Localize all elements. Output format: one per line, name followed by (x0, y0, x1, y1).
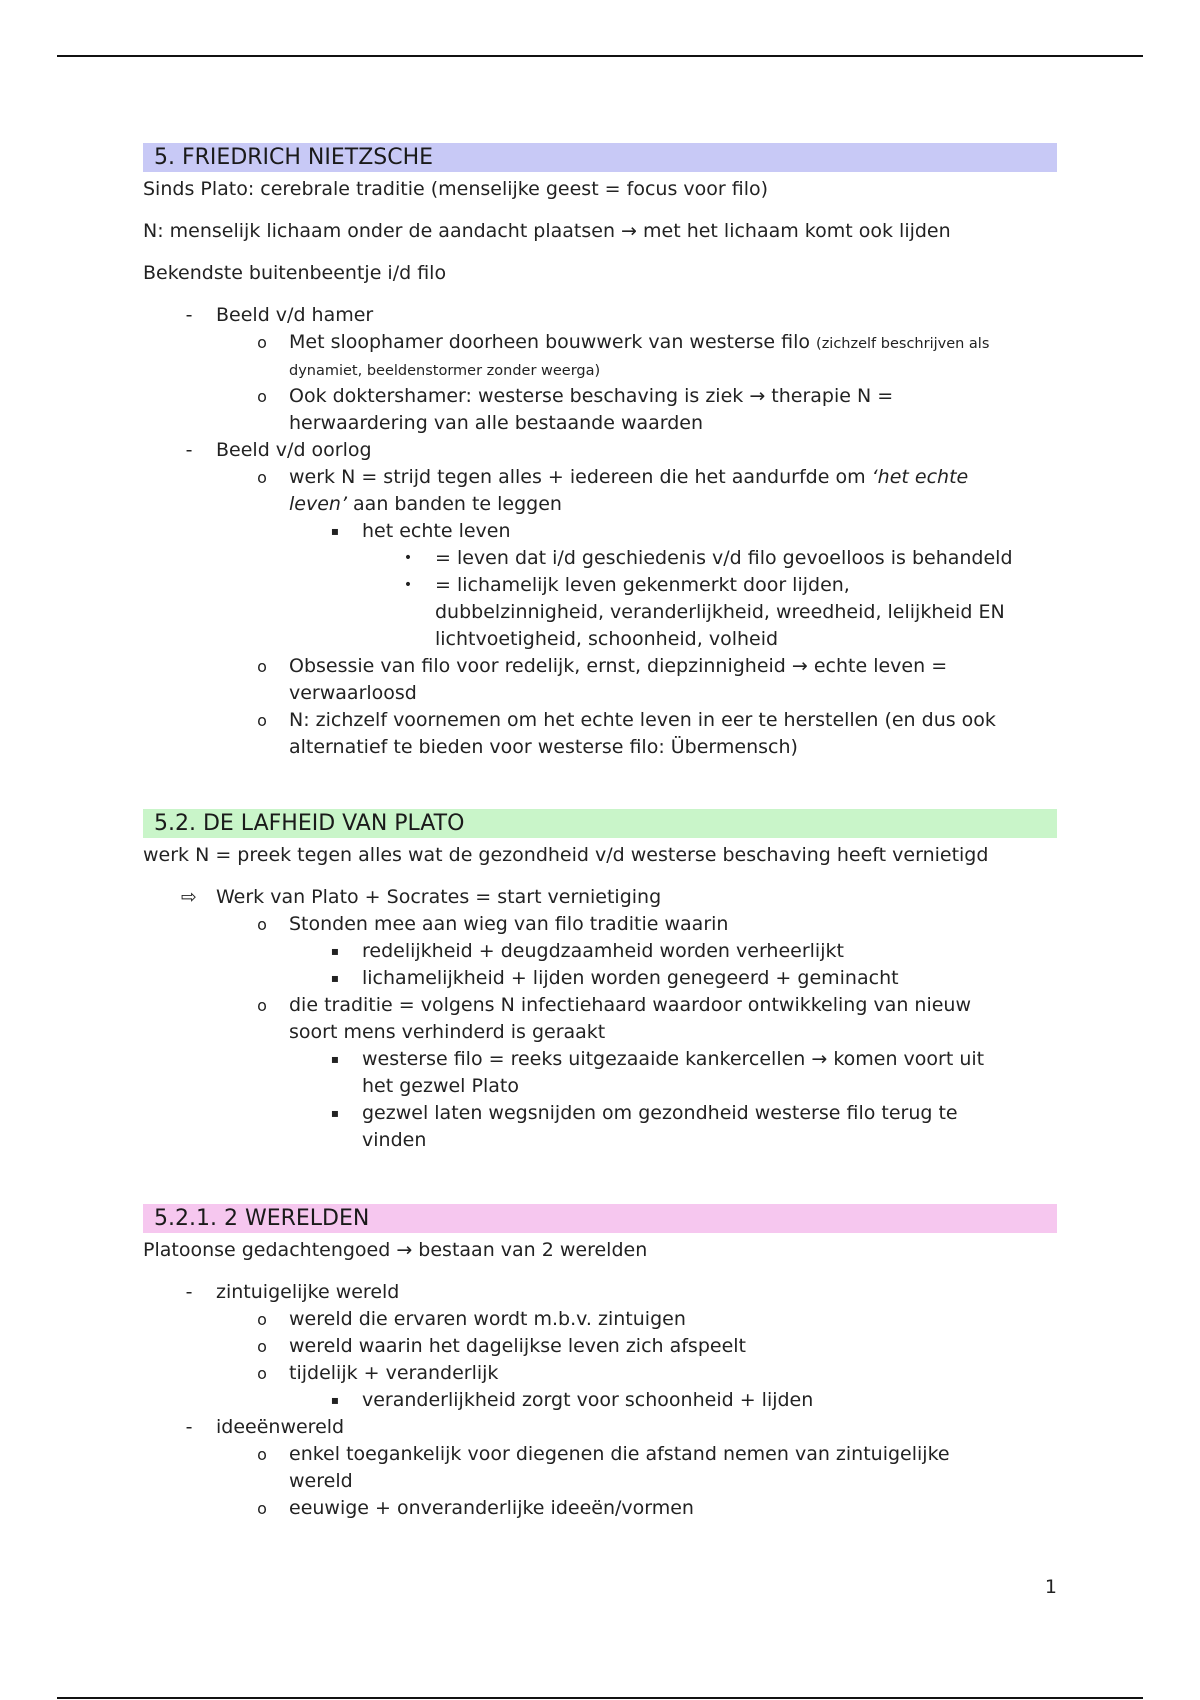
list-item: o eeuwige + onveranderlijke ideeën/vormen (143, 1495, 1057, 1522)
document-page (143, 143, 1057, 1522)
square-marker: ▪ (330, 524, 340, 538)
list-item: ▪ het echte leven (143, 518, 1057, 545)
list-item: ⇨ Werk van Plato + Socrates = start vernietiging (143, 884, 1057, 911)
circle-marker: o (257, 1499, 267, 1518)
square-marker: ▪ (330, 944, 340, 958)
section-heading: 5.2.1. 2 WERELDEN (143, 1204, 1057, 1233)
list-item: o enkel toegankelijk voor diegenen die afstand nemen van zintuigelijke wereld (143, 1441, 1057, 1495)
paragraph: werk N = preek tegen alles wat de gezondheid v/d westerse beschaving heeft vernietigd (143, 844, 989, 866)
dash-marker: - (185, 1281, 193, 1303)
circle-marker: o (257, 387, 267, 406)
section-heading: 5.2. DE LAFHEID VAN PLATO (143, 809, 1057, 838)
list-item: o die traditie = volgens N infectiehaard waardoor ontwikkeling van nieuw soort mens verhinderd is geraakt (143, 992, 1057, 1046)
circle-marker: o (257, 1337, 267, 1356)
paragraph: N: menselijk lichaam onder de aandacht plaatsen → met het lichaam komt ook lijden (143, 220, 951, 242)
bullet-list (143, 1279, 1057, 1522)
list-item: o N: zichzelf voornemen om het echte leven in eer te herstellen (en dus ook alternatief te bieden voor westerse filo: Übermensch) (143, 707, 1057, 761)
arrow-marker: ⇨ (181, 886, 197, 908)
bullet-list (143, 884, 1057, 1154)
paragraph: Sinds Plato: cerebrale traditie (menselijke geest = focus voor filo) (143, 178, 769, 200)
list-item: ▪ veranderlijkheid zorgt voor schoonheid + lijden (143, 1387, 1057, 1414)
list-item: - Beeld v/d hamer (143, 302, 1057, 329)
circle-marker: o (257, 915, 267, 934)
square-marker: ▪ (330, 1052, 340, 1066)
page-number: 1 (1044, 1576, 1057, 1598)
circle-marker: o (257, 996, 267, 1015)
list-item: o wereld waarin het dagelijkse leven zich afspeelt (143, 1333, 1057, 1360)
dash-marker: - (185, 304, 193, 326)
list-item: o Ook doktershamer: westerse beschaving is ziek → therapie N = herwaardering van alle bestaande waarden (143, 383, 1057, 437)
section-heading: 5. FRIEDRICH NIETZSCHE (143, 143, 1057, 172)
paragraph: Platoonse gedachtengoed → bestaan van 2 werelden (143, 1239, 648, 1261)
circle-marker: o (257, 711, 267, 730)
square-marker: ▪ (330, 1393, 340, 1407)
circle-marker: o (257, 1310, 267, 1329)
circle-marker: o (257, 1445, 267, 1464)
bullet-list (143, 302, 1057, 761)
list-item: o tijdelijk + veranderlijk (143, 1360, 1057, 1387)
list-item: - zintuigelijke wereld (143, 1279, 1057, 1306)
list-item: - ideeënwereld (143, 1414, 1057, 1441)
circle-marker: o (257, 657, 267, 676)
square-marker: ▪ (330, 971, 340, 985)
dash-marker: - (185, 1416, 193, 1438)
footer-rule (57, 1697, 1143, 1699)
list-item: o werk N = strijd tegen alles + iedereen die het aandurfde om ‘het echte leven’ aan banden te leggen (143, 464, 1057, 518)
list-item: ▪ westerse filo = reeks uitgezaaide kankercellen → komen voort uit het gezwel Plato (143, 1046, 1057, 1100)
list-item: • = lichamelijk leven gekenmerkt door lijden, dubbelzinnigheid, veranderlijkheid, wreedheid, lelijkheid EN lichtvoetigheid, schoonheid, volheid (143, 572, 1057, 653)
list-item: ▪ lichamelijkheid + lijden worden genegeerd + geminacht (143, 965, 1057, 992)
dot-marker: • (403, 577, 413, 593)
list-item: o Met sloophamer doorheen bouwwerk van westerse filo (zichzelf beschrijven als dynamiet, beeldenstormer zonder weerga) (143, 329, 1057, 383)
dot-marker: • (403, 550, 413, 566)
paragraph: Bekendste buitenbeentje i/d filo (143, 262, 447, 284)
list-item: o Stonden mee aan wieg van filo traditie waarin (143, 911, 1057, 938)
list-item: • = leven dat i/d geschiedenis v/d filo gevoelloos is behandeld (143, 545, 1057, 572)
dash-marker: - (185, 439, 193, 461)
circle-marker: o (257, 1364, 267, 1383)
list-item: ▪ redelijkheid + deugdzaamheid worden verheerlijkt (143, 938, 1057, 965)
list-item: ▪ gezwel laten wegsnijden om gezondheid westerse filo terug te vinden (143, 1100, 1057, 1154)
circle-marker: o (257, 468, 267, 487)
list-item: o wereld die ervaren wordt m.b.v. zintuigen (143, 1306, 1057, 1333)
list-item: - Beeld v/d oorlog (143, 437, 1057, 464)
list-item: o Obsessie van filo voor redelijk, ernst, diepzinnigheid → echte leven = verwaarloosd (143, 653, 1057, 707)
square-marker: ▪ (330, 1106, 340, 1120)
header-rule (57, 55, 1143, 57)
circle-marker: o (257, 333, 267, 352)
